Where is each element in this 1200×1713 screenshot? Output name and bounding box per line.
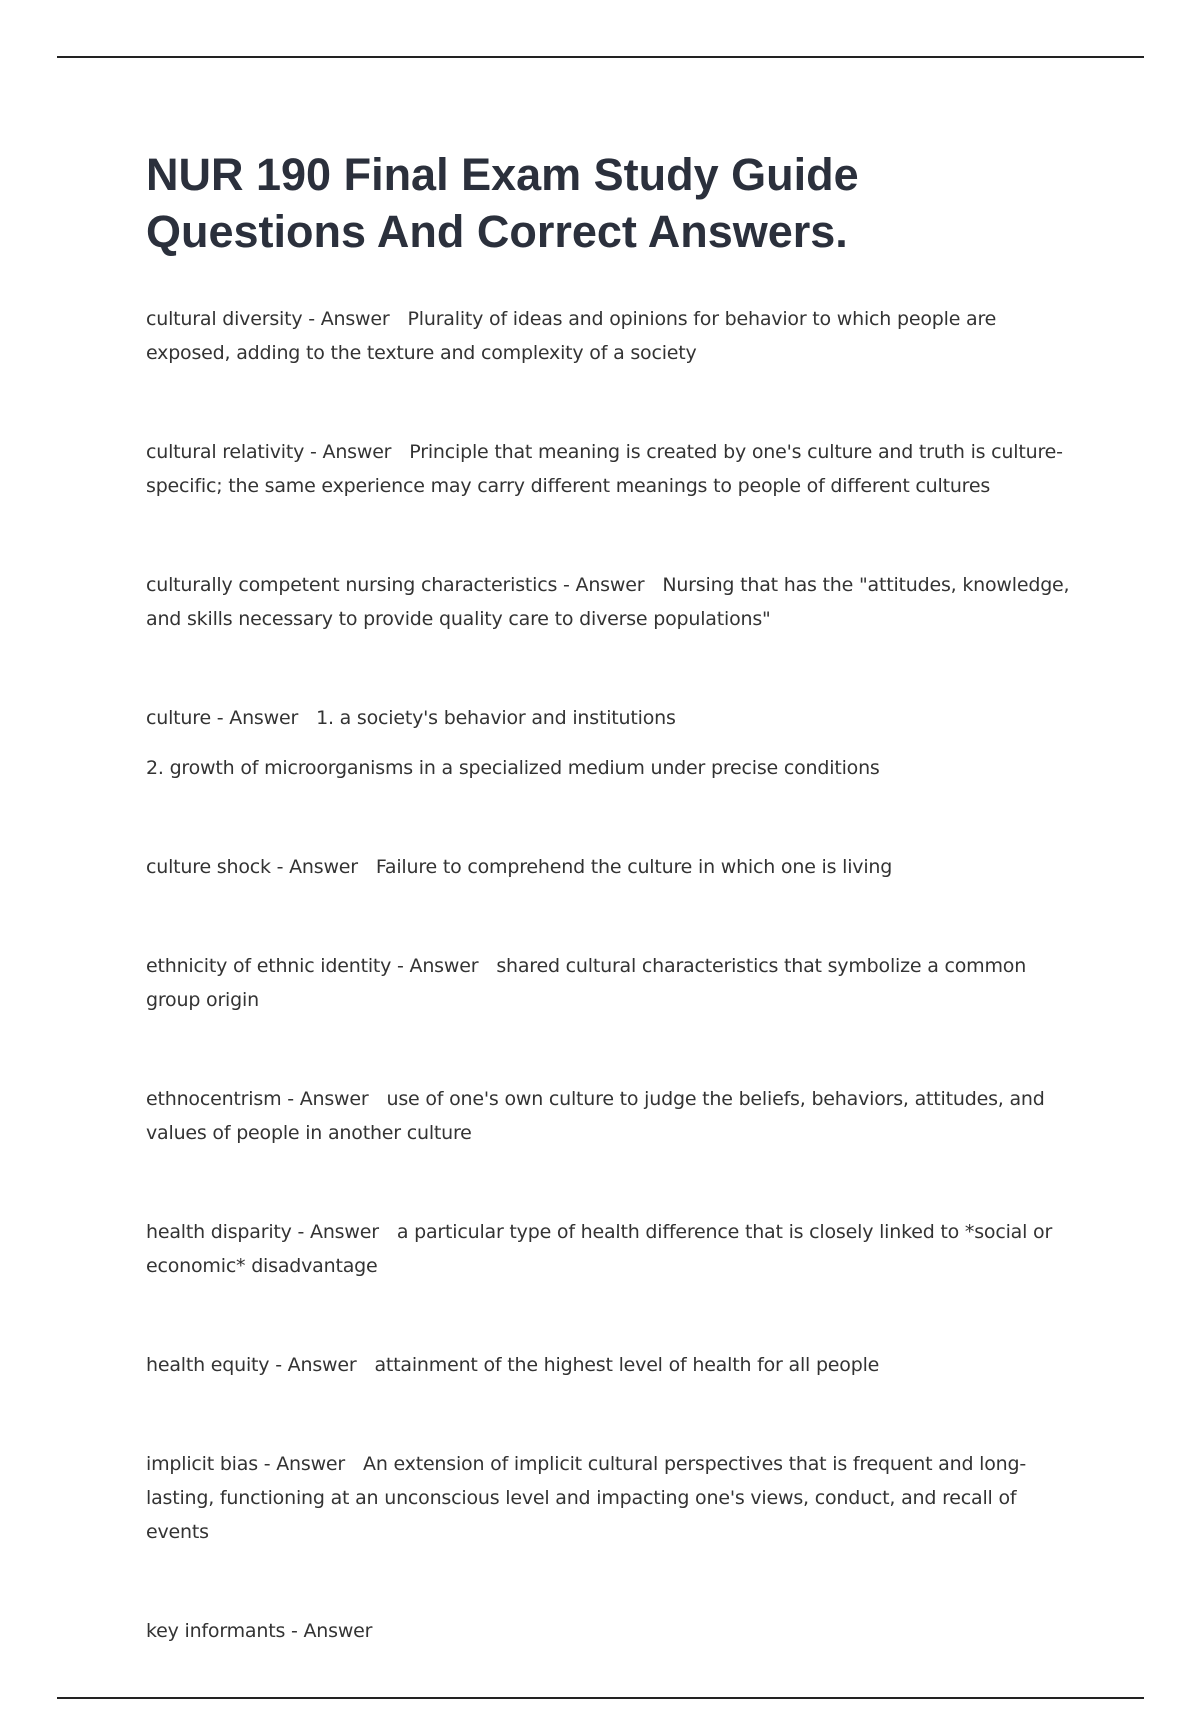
entry-term: ethnicity of ethnic identity - Answer xyxy=(146,955,479,977)
title-line-2: Questions And Correct Answers. xyxy=(146,206,848,257)
entry-definition: An extension of implicit cultural perspectives that is frequent and long-lasting, functioning at an unconscious level and impacting one's views, conduct, and recall of events xyxy=(146,1453,1027,1543)
entry-culturally-competent-nursing xyxy=(146,568,1081,636)
entry-definition: 1. a society's behavior and institutions xyxy=(316,707,676,729)
entry-culture xyxy=(146,701,1081,785)
entry-ethnicity xyxy=(146,949,1081,1017)
entry-term: health equity - Answer xyxy=(146,1354,357,1376)
entry-cultural-diversity xyxy=(146,302,1081,370)
entry-definition: attainment of the highest level of health for all people xyxy=(374,1354,880,1376)
entry-definition-continued: 2. growth of microorganisms in a specialized medium under precise conditions xyxy=(146,757,880,779)
entry-term: culture shock - Answer xyxy=(146,856,358,878)
entry-term: implicit bias - Answer xyxy=(146,1453,346,1475)
entry-definition: Principle that meaning is created by one's culture and truth is culture-specific; the same experience may carry different meanings to people of different cultures xyxy=(146,441,1063,497)
entry-definition: Plurality of ideas and opinions for behavior to which people are exposed, adding to the texture and complexity of a society xyxy=(146,308,997,364)
bottom-divider xyxy=(57,1697,1144,1699)
entry-term: culturally competent nursing characteristics - Answer xyxy=(146,574,645,596)
entry-term: health disparity - Answer xyxy=(146,1221,379,1243)
study-guide-content xyxy=(146,302,1081,1713)
document-title xyxy=(146,146,1146,260)
entry-term: culture - Answer xyxy=(146,707,299,729)
entry-health-equity xyxy=(146,1348,1081,1382)
entry-definition: Failure to comprehend the culture in which one is living xyxy=(375,856,893,878)
entry-definition: a particular type of health difference that is closely linked to *social or economic* disadvantage xyxy=(146,1221,1053,1277)
entry-definition: Nursing that has the "attitudes, knowledge, and skills necessary to provide quality care to diverse populations" xyxy=(146,574,1070,630)
entry-term: cultural relativity - Answer xyxy=(146,441,392,463)
entry-term: key informants - Answer xyxy=(146,1620,373,1642)
entry-implicit-bias xyxy=(146,1447,1081,1549)
entry-ethnocentrism xyxy=(146,1082,1081,1150)
title-line-1: NUR 190 Final Exam Study Guide xyxy=(146,149,859,200)
entry-definition: shared cultural characteristics that symbolize a common group origin xyxy=(146,955,1027,1011)
entry-definition: use of one's own culture to judge the beliefs, behaviors, attitudes, and values of people in another culture xyxy=(146,1088,1045,1144)
entry-term: ethnocentrism - Answer xyxy=(146,1088,369,1110)
entry-culture-shock xyxy=(146,850,1081,884)
entry-cultural-relativity xyxy=(146,435,1081,503)
top-divider xyxy=(57,56,1144,58)
entry-health-disparity xyxy=(146,1215,1081,1283)
entry-key-informants xyxy=(146,1614,1081,1648)
entry-term: cultural diversity - Answer xyxy=(146,308,390,330)
